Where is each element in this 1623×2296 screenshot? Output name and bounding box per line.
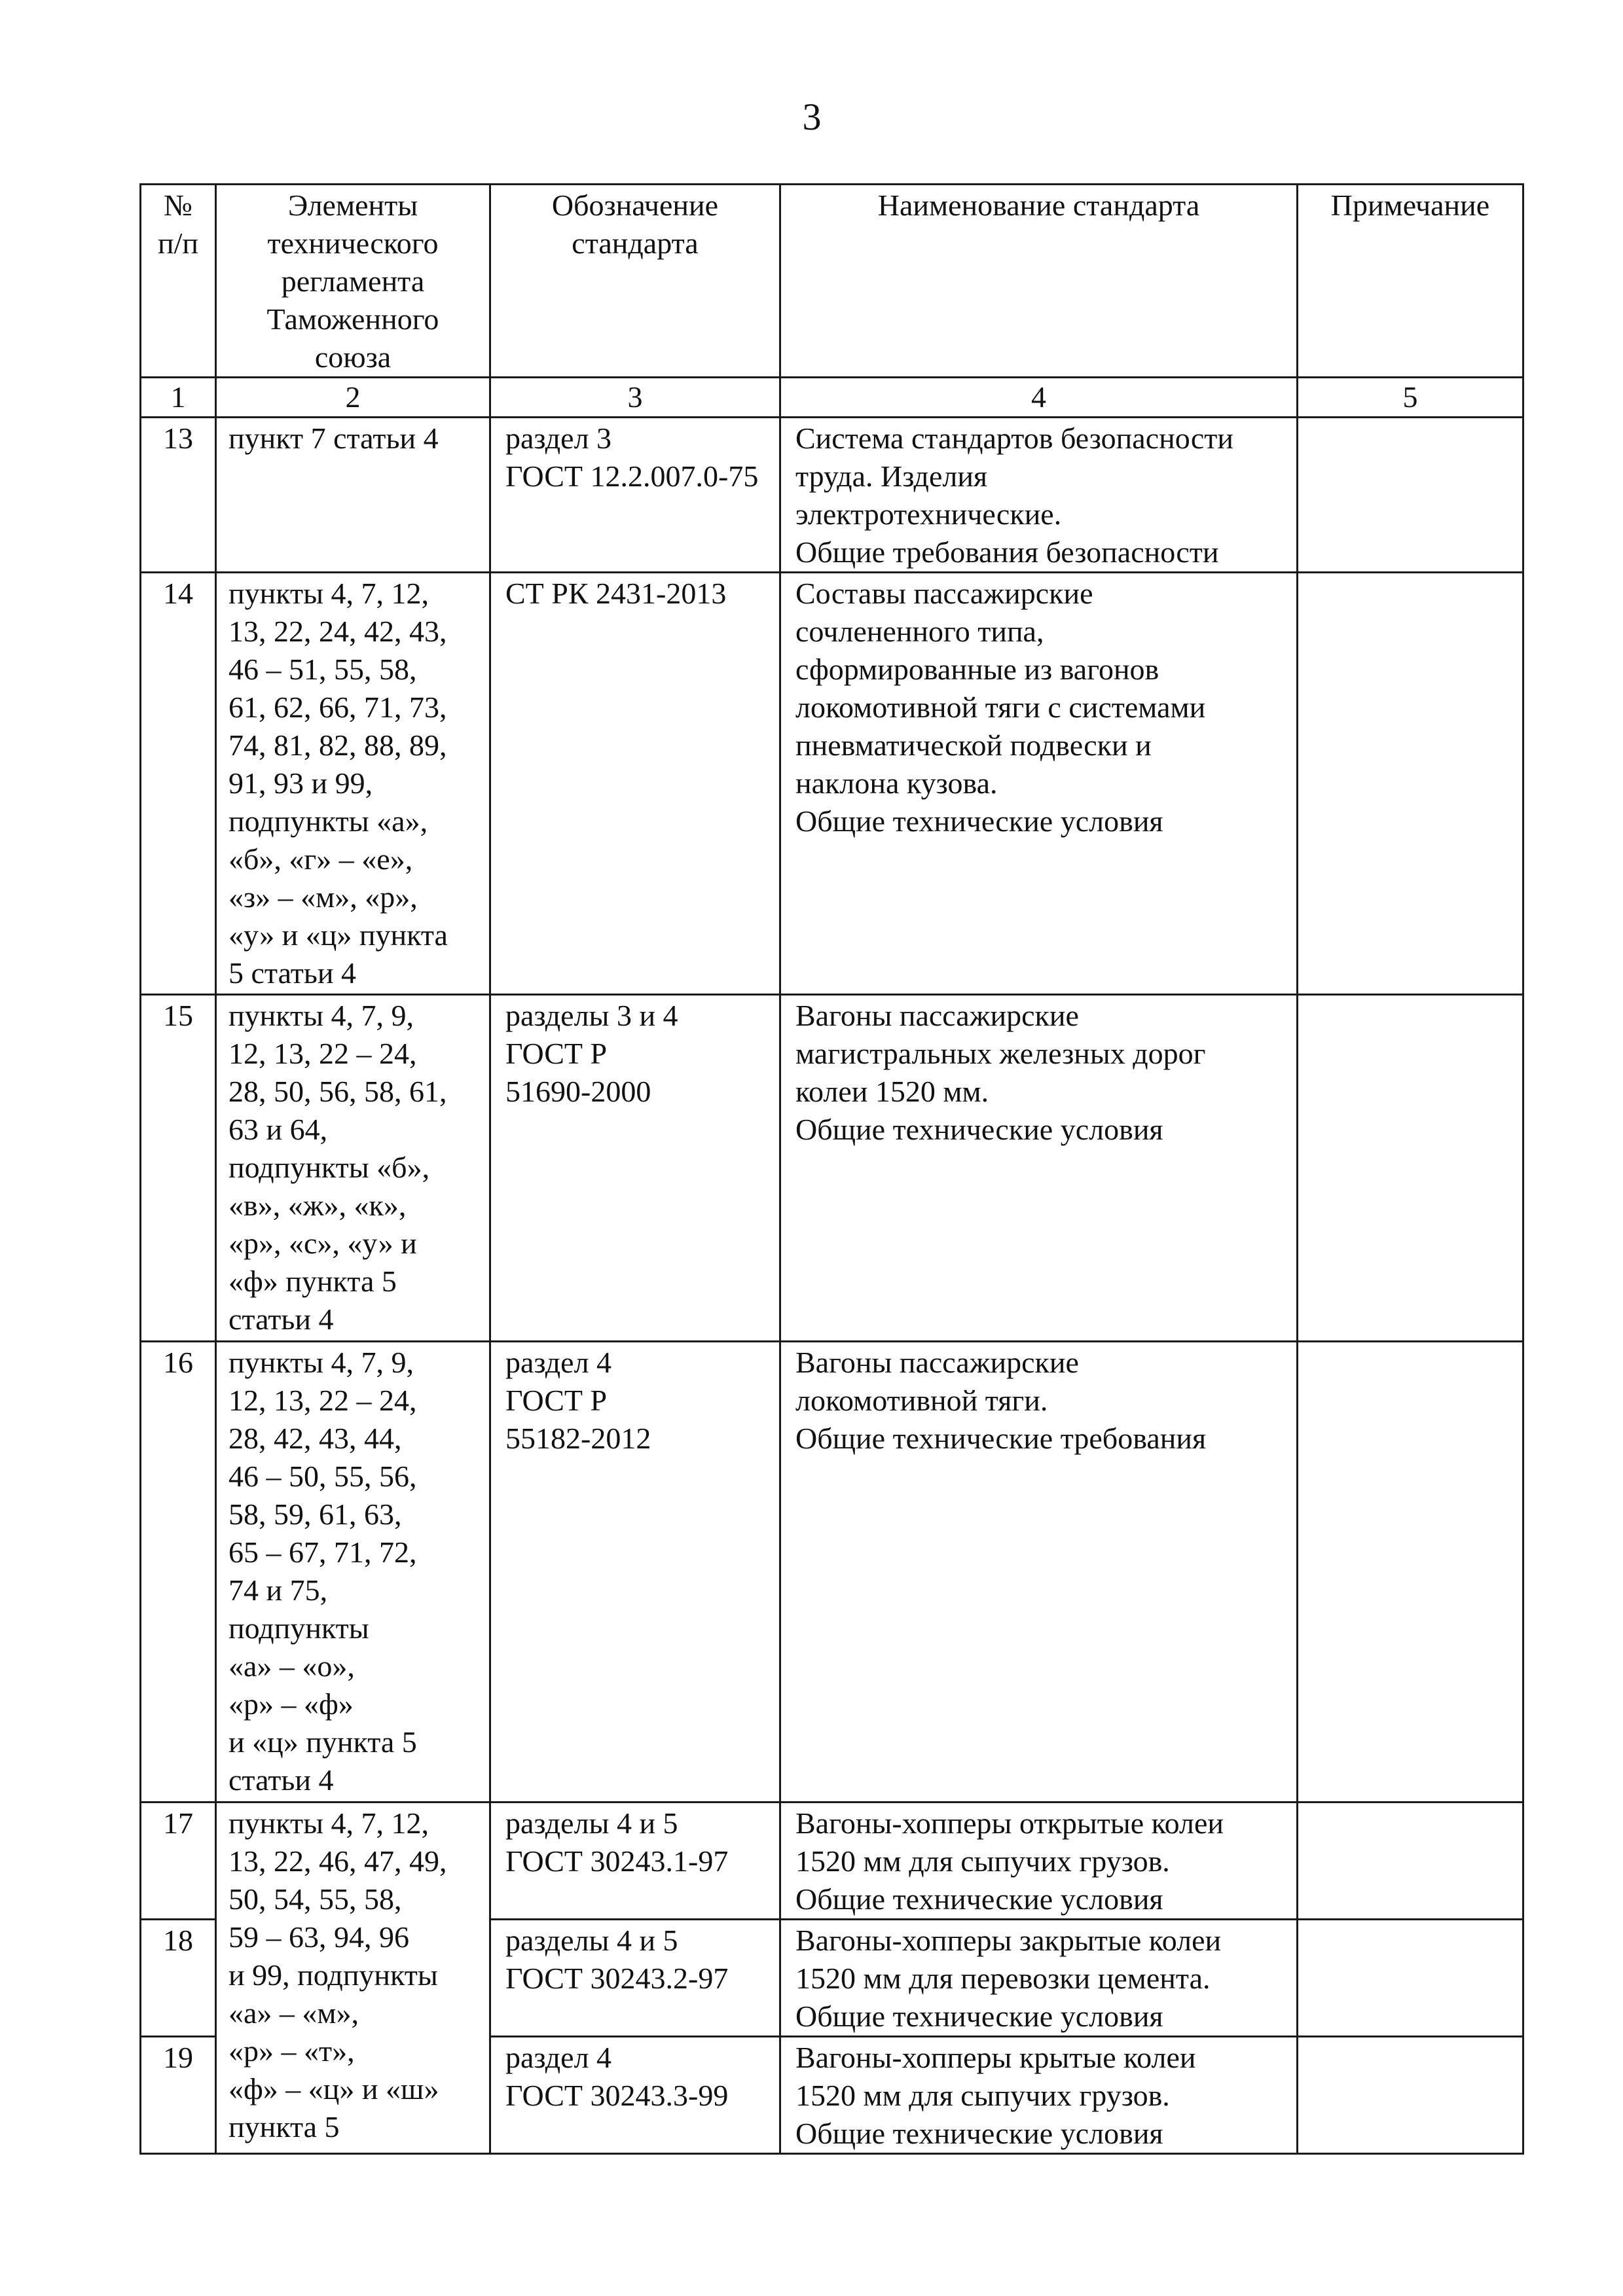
header-note: Примечание bbox=[1298, 185, 1523, 378]
row-note bbox=[1298, 995, 1523, 1342]
column-number: 2 bbox=[216, 378, 490, 418]
column-number: 3 bbox=[490, 378, 780, 418]
row-number: 14 bbox=[141, 573, 216, 995]
row-designation: разделы 4 и 5 ГОСТ 30243.1-97 bbox=[490, 1803, 780, 1920]
row-note bbox=[1298, 1920, 1523, 2037]
table-row bbox=[141, 418, 1523, 573]
column-number: 4 bbox=[780, 378, 1298, 418]
row-designation: раздел 3 ГОСТ 12.2.007.0-75 bbox=[490, 418, 780, 573]
row-standard-name: Составы пассажирские сочлененного типа, сформированные из вагонов локомотивной тяги с системами пневматической подвески и наклона кузова. Общие технические условия bbox=[780, 573, 1298, 995]
row-number: 17 bbox=[141, 1803, 216, 1920]
row-elements-shared: пункты 4, 7, 12, 13, 22, 46, 47, 49, 50, 54, 55, 58, 59 – 63, 94, 96 и 99, подпункты «а» – «м», «р» – «т», «ф» – «ц» и «ш» пункта 5 bbox=[216, 1803, 490, 2154]
table-row bbox=[141, 1342, 1523, 1803]
row-note bbox=[1298, 418, 1523, 573]
row-elements: пункты 4, 7, 12, 13, 22, 24, 42, 43, 46 – 51, 55, 58, 61, 62, 66, 71, 73, 74, 81, 82, 88, 89, 91, 93 и 99, подпункты «а», «б», «г» – «е», «з» – «м», «р», «у» и «ц» пункта 5 статьи 4 bbox=[216, 573, 490, 995]
row-elements: пункты 4, 7, 9, 12, 13, 22 – 24, 28, 50, 56, 58, 61, 63 и 64, подпункты «б», «в», «ж», «к», «р», «с», «у» и «ф» пункта 5 статьи 4 bbox=[216, 995, 490, 1342]
row-note bbox=[1298, 2037, 1523, 2154]
table-header-row bbox=[141, 185, 1523, 378]
column-number: 5 bbox=[1298, 378, 1523, 418]
header-designation: Обозначение стандарта bbox=[490, 185, 780, 378]
row-number: 13 bbox=[141, 418, 216, 573]
row-number: 19 bbox=[141, 2037, 216, 2154]
row-elements: пункт 7 статьи 4 bbox=[216, 418, 490, 573]
header-elements: Элементы технического регламента Таможенного союза bbox=[216, 185, 490, 378]
header-number: № п/п bbox=[141, 185, 216, 378]
page-number: 3 bbox=[802, 96, 822, 138]
row-standard-name: Вагоны пассажирские локомотивной тяги. Общие технические требования bbox=[780, 1342, 1298, 1803]
row-standard-name: Вагоны-хопперы открытые колеи 1520 мм для сыпучих грузов. Общие технические условия bbox=[780, 1803, 1298, 1920]
table-row bbox=[141, 573, 1523, 995]
row-designation: СТ РК 2431-2013 bbox=[490, 573, 780, 995]
table-row bbox=[141, 1803, 1523, 1920]
row-number: 15 bbox=[141, 995, 216, 1342]
row-designation: разделы 3 и 4 ГОСТ Р 51690-2000 bbox=[490, 995, 780, 1342]
column-number-row bbox=[141, 378, 1523, 418]
row-number: 18 bbox=[141, 1920, 216, 2037]
column-number: 1 bbox=[141, 378, 216, 418]
row-note bbox=[1298, 1342, 1523, 1803]
row-number: 16 bbox=[141, 1342, 216, 1803]
row-elements: пункты 4, 7, 9, 12, 13, 22 – 24, 28, 42, 43, 44, 46 – 50, 55, 56, 58, 59, 61, 63, 65 – 67, 71, 72, 74 и 75, подпункты «а» – «о», «р» – «ф» и «ц» пункта 5 статьи 4 bbox=[216, 1342, 490, 1803]
row-standard-name: Вагоны пассажирские магистральных железных дорог колеи 1520 мм. Общие технические условия bbox=[780, 995, 1298, 1342]
header-name: Наименование стандарта bbox=[780, 185, 1298, 378]
row-designation: раздел 4 ГОСТ Р 55182-2012 bbox=[490, 1342, 780, 1803]
row-standard-name: Вагоны-хопперы закрытые колеи 1520 мм для перевозки цемента. Общие технические условия bbox=[780, 1920, 1298, 2037]
row-designation: раздел 4 ГОСТ 30243.3-99 bbox=[490, 2037, 780, 2154]
standards-table bbox=[139, 183, 1524, 2155]
table-row bbox=[141, 995, 1523, 1342]
row-standard-name: Вагоны-хопперы крытые колеи 1520 мм для сыпучих грузов. Общие технические условия bbox=[780, 2037, 1298, 2154]
row-note bbox=[1298, 573, 1523, 995]
row-standard-name: Система стандартов безопасности труда. Изделия электротехнические. Общие требования безопасности bbox=[780, 418, 1298, 573]
row-note bbox=[1298, 1803, 1523, 1920]
row-designation: разделы 4 и 5 ГОСТ 30243.2-97 bbox=[490, 1920, 780, 2037]
